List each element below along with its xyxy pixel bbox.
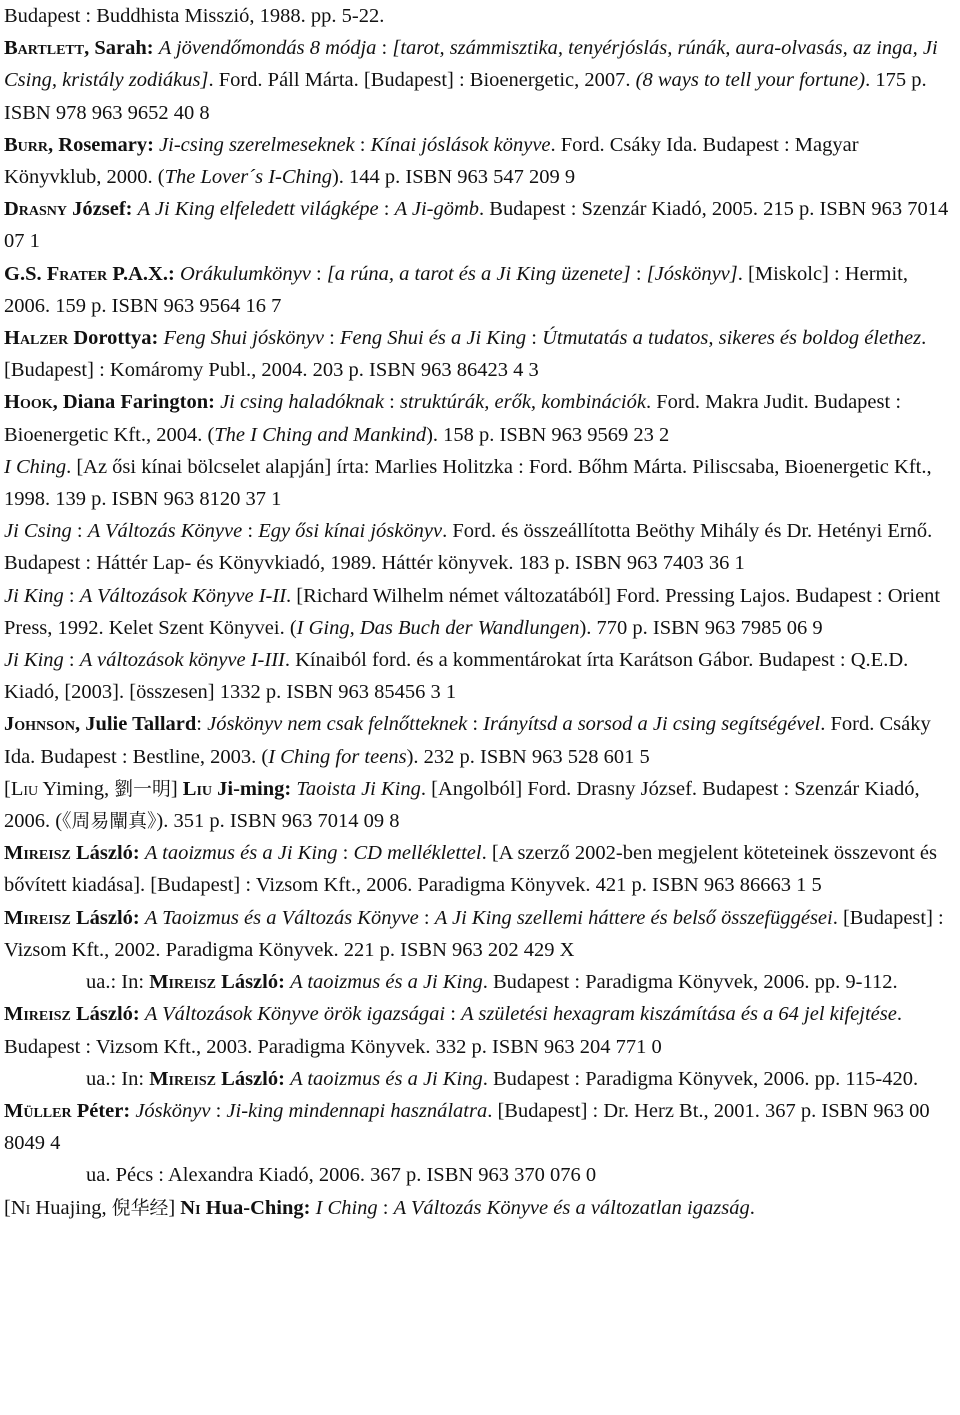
author-name: Dorottya:	[68, 327, 159, 350]
title-text: CD melléklettel	[353, 842, 482, 865]
entry-text: ). 232 p. ISBN 963 528 601 5	[406, 745, 650, 768]
author-name: László:	[216, 1067, 285, 1090]
author-surname: Halzer	[4, 327, 69, 350]
entry-text: . [Budapest] : Komáromy Publ., 2004. 203 p. ISBN 963 86423 4 3	[4, 327, 927, 382]
chinese-text: 劉一明	[114, 777, 171, 800]
entry-text: . Budapest : Paradigma Könyvek, 2006. pp. 115-420.	[482, 1067, 919, 1090]
author-surname: Drasny	[4, 198, 68, 221]
entry-text: [Liu	[4, 777, 39, 800]
entry-text: Huajing,	[30, 1196, 112, 1219]
author-name: , Diana Farington:	[52, 391, 215, 414]
entry-text: :	[630, 262, 647, 285]
title-text: A Ji King elfeledett világképe	[137, 198, 379, 221]
entry-text: :	[377, 1196, 394, 1219]
title-text: A változások könyve I-III	[79, 649, 285, 672]
bibliography-sub-entry	[4, 1063, 956, 1095]
title-text: Orákulumkönyv	[179, 262, 311, 285]
entry-text: :	[445, 1003, 462, 1026]
bibliography-entry	[4, 580, 956, 644]
bibliography-entry	[4, 258, 956, 322]
chinese-text: 《周易闡真》	[62, 810, 157, 833]
title-text: Ji-csing szerelmeseknek	[159, 133, 355, 156]
author-surname: Frater	[46, 262, 108, 285]
title-text: A taoizmus és a Ji King	[144, 842, 338, 865]
author-surname: Müller	[4, 1099, 72, 1122]
entry-text: [Ni	[4, 1196, 31, 1219]
entry-text: ). 351 p. ISBN 963 7014 09 8	[156, 810, 400, 833]
author-surname: Ni	[180, 1196, 201, 1219]
entry-text: ). 770 p. ISBN 963 7985 06 9	[579, 616, 823, 639]
title-text: Feng Shui jóskönyv	[163, 327, 324, 350]
title-text: A Változások Könyve örök igazságai	[144, 1003, 446, 1026]
bibliography-entry	[4, 644, 956, 708]
author-name: László:	[70, 1003, 140, 1026]
author-surname: Bartlett	[4, 37, 85, 60]
author-name: Hua-Ching:	[200, 1196, 311, 1219]
title-text: Ji Csing	[4, 520, 72, 543]
author-surname: Mireisz	[149, 1067, 217, 1090]
author-surname: Johnson	[4, 713, 75, 736]
entry-text: ua.: In:	[86, 971, 150, 994]
bibliography-entry	[4, 451, 956, 515]
entry-text: :	[324, 327, 340, 350]
entry-text: :	[196, 713, 208, 736]
bibliography-entry	[4, 902, 956, 966]
title-text: A Ji King szellemi háttere és belső összefüggései	[434, 906, 833, 929]
entry-text: :	[376, 37, 393, 60]
entry-text: Yiming,	[38, 777, 115, 800]
entry-text: :	[467, 713, 484, 736]
bibliography-entry	[4, 1095, 956, 1159]
title-text: [a rúna, a tarot és a Ji King üzenete]	[326, 262, 631, 285]
title-text: I Ging, Das Buch der Wandlungen	[296, 616, 580, 639]
title-text: A jövendőmondás 8 módja	[158, 37, 377, 60]
title-text: Ji csing haladóknak	[220, 391, 385, 414]
entry-text: :	[526, 327, 543, 350]
entry-text: ]	[170, 777, 183, 800]
entry-text: ua.: In:	[86, 1067, 150, 1090]
entry-text: ). 158 p. ISBN 963 9569 23 2	[426, 423, 670, 446]
author-surname: Mireisz	[4, 1003, 71, 1026]
bibliography-entry	[4, 386, 956, 450]
title-text: Egy ősi kínai jóskönyv	[258, 520, 443, 543]
author-surname: Hook	[4, 391, 53, 414]
bibliography-entry	[4, 193, 956, 257]
author-surname: Mireisz	[149, 971, 217, 994]
author-surname: Mireisz	[4, 842, 71, 865]
entry-text: ]	[168, 1196, 181, 1219]
title-text: Ji King	[4, 649, 64, 672]
chinese-text: 倪华经	[111, 1196, 169, 1219]
entry-text: :	[384, 391, 400, 414]
entry-text: . Ford. Páll Márta. [Budapest] : Bioenergetic, 2007.	[208, 69, 636, 92]
entry-text: . [Angolból] Ford. Drasny József. Budapest : Szenzár Kiadó, 2006. (	[4, 777, 920, 833]
title-text: Feng Shui és a Ji King	[339, 327, 527, 350]
author-surname: Mireisz	[4, 906, 71, 929]
title-text: Jóskönyv	[135, 1099, 211, 1122]
author-name: László:	[216, 971, 285, 994]
author-name: László:	[70, 842, 140, 865]
title-text: Irányítsd a sorsod a Ji csing segítségével	[483, 713, 821, 736]
author-surname: Liu	[182, 777, 213, 800]
title-text: Taoista Ji King	[296, 777, 421, 800]
title-text: Ji-king mindennapi használatra	[226, 1099, 488, 1122]
bibliography-entry	[4, 129, 956, 193]
entry-text: . Budapest : Szenzár Kiadó, 2005. 215 p. ISBN 963 7014 07 1	[4, 198, 949, 253]
entry-text: ). 144 p. ISBN 963 547 209 9	[331, 166, 576, 189]
entry-text: . Ford. Csáky Ida. Budapest : Magyar Könyvklub, 2000. (	[4, 133, 859, 189]
title-text: A Változás Könyve és a változatlan igazság	[393, 1196, 750, 1219]
entry-text: . [Budapest] : Dr. Herz Bt., 2001. 367 p. ISBN 963 00 8049 4	[4, 1099, 930, 1155]
entry-text: . 175 p. ISBN 978 963 9652 40 8	[4, 69, 927, 124]
bibliography-entry	[4, 837, 956, 901]
entry-text: ua. Pécs : Alexandra Kiadó, 2006. 367 p. ISBN 963 370 076 0	[86, 1164, 597, 1187]
title-text: Kínai jóslások könyve	[370, 133, 551, 156]
bibliography-entry	[4, 708, 956, 772]
title-text: I Ching	[315, 1196, 378, 1219]
entry-text: . Ford. Makra Judit. Budapest : Bioenergetic Kft., 2004. (	[4, 391, 902, 446]
author-name: P.A.X.:	[107, 262, 175, 285]
bibliography-entry	[4, 322, 956, 386]
title-text: Ji King	[4, 584, 64, 607]
title-text: A Változások Könyve I-II	[79, 584, 287, 607]
bibliography-entry	[4, 998, 956, 1062]
entry-text: . Ford. és összeállította Beöthy Mihály és Dr. Hetényi Ernő. Budapest : Háttér Lap- és Könyvkiadó, 1989. Háttér könyvek. 183 p. ISBN 963 7403 36 1	[4, 520, 933, 575]
author-name: József:	[67, 198, 133, 221]
entry-text: :	[418, 906, 435, 929]
title-text: Jóskönyv nem csak felnőtteknek	[207, 713, 468, 736]
entry-text: :	[378, 198, 395, 221]
title-text: I Ching	[4, 455, 67, 478]
author-name: , Julie Tallard	[74, 713, 197, 736]
bibliography-sub-entry	[4, 966, 956, 998]
title-text: A Taoizmus és a Változás Könyve	[144, 906, 419, 929]
title-text: Útmutatás a tudatos, sikeres és boldog élethez	[542, 327, 922, 350]
title-text: (8 ways to tell your fortune)	[635, 69, 866, 92]
title-text: A Változás Könyve	[87, 520, 243, 543]
bibliography-entry	[4, 773, 956, 837]
title-text: I Ching for teens	[268, 745, 407, 768]
entry-text: Budapest : Buddhista Misszió, 1988. pp. 5-22.	[4, 5, 385, 27]
author-name: G.S.	[4, 262, 47, 285]
entry-text: . [Miskolc] : Hermit, 2006. 159 p. ISBN 963 9564 16 7	[4, 262, 909, 317]
entry-text: . Budapest : Vizsom Kft., 2003. Paradigma Könyvek. 332 p. ISBN 963 204 771 0	[4, 1003, 902, 1058]
bibliography-entry	[4, 32, 956, 129]
title-text: [tarot, számmisztika, tenyérjóslás, rúnák, aura-olvasás, az inga, Ji Csing, kristály zodiákus]	[4, 37, 938, 92]
entry-text: . [Az ősi kínai bölcselet alapján] írta: Marlies Holitzka : Ford. Bőhm Márta. Piliscsaba, Bioenergetic Kft., 1998. 139 p. ISBN 963 8120 37 1	[4, 455, 932, 511]
entry-text: :	[354, 133, 371, 156]
entry-text: . [Budapest] : Vizsom Kft., 2002. Paradigma Könyvek. 221 p. ISBN 963 202 429 X	[4, 906, 944, 961]
entry-text: :	[63, 584, 80, 607]
author-name: , Sarah:	[84, 37, 154, 60]
entry-text: . Ford. Csáky Ida. Budapest : Bestline, 2003. (	[4, 713, 931, 768]
entry-text: .	[749, 1196, 755, 1219]
entry-text: . Budapest : Paradigma Könyvek, 2006. pp. 9-112.	[482, 971, 898, 994]
title-text: A taoizmus és a Ji King	[290, 971, 483, 994]
bibliography-entry	[4, 0, 956, 32]
bibliography-entry	[4, 1192, 956, 1224]
entry-text: :	[63, 649, 80, 672]
title-text: The I Ching and Mankind	[214, 423, 427, 446]
title-text: A születési hexagram kiszámítása és a 64 jel kifejtése	[461, 1003, 897, 1026]
bibliography-sub-entry	[4, 1159, 956, 1191]
entry-text: :	[242, 520, 259, 543]
entry-text: . [A szerző 2002-ben megjelent köteteinek összevont és bővített kiadása]. [Budapest] : Vizsom Kft., 2006. Paradigma Könyvek. 421 p. ISBN 963 86663 1 5	[4, 842, 937, 897]
entry-text: . [Richard Wilhelm német változatából] Ford. Pressing Lajos. Budapest : Orient Press, 1992. Kelet Szent Könyvei. (	[4, 584, 941, 639]
entry-text: :	[210, 1099, 227, 1122]
title-text: The Lover´s I-Ching	[164, 166, 332, 189]
entry-text: :	[71, 520, 88, 543]
title-text: [Jóskönyv]	[646, 262, 738, 285]
author-surname: Burr	[4, 133, 49, 156]
entry-text: . Kínaiból ford. és a kommentárokat írta Karátson Gábor. Budapest : Q.E.D. Kiadó, [2003]. [összesen] 1332 p. ISBN 963 85456 3 1	[4, 649, 909, 704]
author-name: Ji-ming:	[212, 777, 292, 800]
title-text: struktúrák, erők, kombinációk	[399, 391, 646, 414]
bibliography-entry	[4, 515, 956, 579]
title-text: A taoizmus és a Ji King	[290, 1067, 483, 1090]
title-text: A Ji-gömb	[394, 198, 480, 221]
author-name: , Rosemary:	[48, 133, 154, 156]
entry-text: :	[337, 842, 354, 865]
author-name: Péter:	[71, 1099, 131, 1122]
entry-text: :	[310, 262, 327, 285]
author-name: László:	[70, 906, 140, 929]
